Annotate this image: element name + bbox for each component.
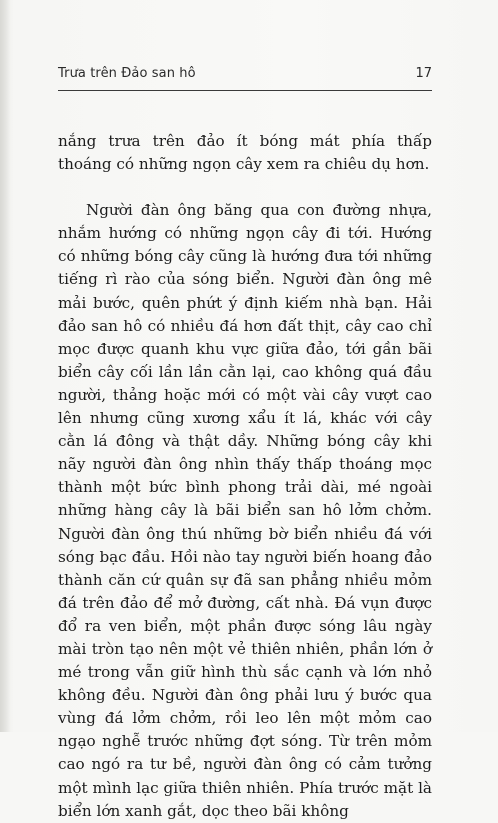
paragraph-1: nắng trưa trên đảo ít bóng mát phía thấp thoáng có những ngọn cây xem ra chiêu dụ hơn. (58, 132, 432, 174)
body-text (58, 130, 432, 823)
paragraph-2: Người đàn ông băng qua con đường nhựa, nhắm hướng có những ngọn cây đi tới. Hướng có những bóng cây cũng là hướng đưa tới những tiếng rì rào của sóng biển. Người đàn ông mê mải bước, quên phứt ý định kiếm nhà bạn. Hải đảo san hô có nhiều đá hơn đất thịt, cây cao chỉ mọc được quanh khu vực giữa đảo, tới gần bãi biển cây cối lần lần cằn lại, cao không quá đầu người, thảng hoặc mới có một vài cây vượt cao lên nhưng cũng xương xẩu ít lá, khác với cây cằn lá đông và thật dầy. Những bóng cây khi nãy người đàn ông nhìn thấy thấp thoáng mọc thành một bức bình phong trải dài, mé ngoài những hàng cây là bãi biển san hô lởm chởm. Người đàn ông thú những bờ biển nhiều đá với sóng bạc đầu. Hồi nào tay người biến hoang đảo thành căn cứ quân sự đã san phẳng nhiều mỏm đá trên đảo để mở đường, cất nhà. Đá vụn được đổ ra ven biển, một phần được sóng lâu ngày mài tròn tạo nên một vẻ thiên nhiên, phần lớn ở mé trong vẫn giữ hình thù sắc cạnh và lớn nhỏ không đều. Người đàn ông phải lưu ý bước qua vùng đá lởm chởm, rồi leo lên một mỏm cao ngạo nghễ trước những đợt sóng. Từ trên mỏm cao ngó ra tư bề, người đàn ông có cảm tưởng một mình lạc giữa thiên nhiên. Phía trước mặt là biển lớn xanh gắt, dọc theo bãi không (58, 201, 432, 820)
spine-shadow (0, 0, 10, 732)
header-rule (58, 90, 432, 91)
running-title: Trưa trên Đảo san hô (58, 66, 196, 81)
page-header (58, 66, 432, 88)
page-number: 17 (415, 66, 432, 81)
